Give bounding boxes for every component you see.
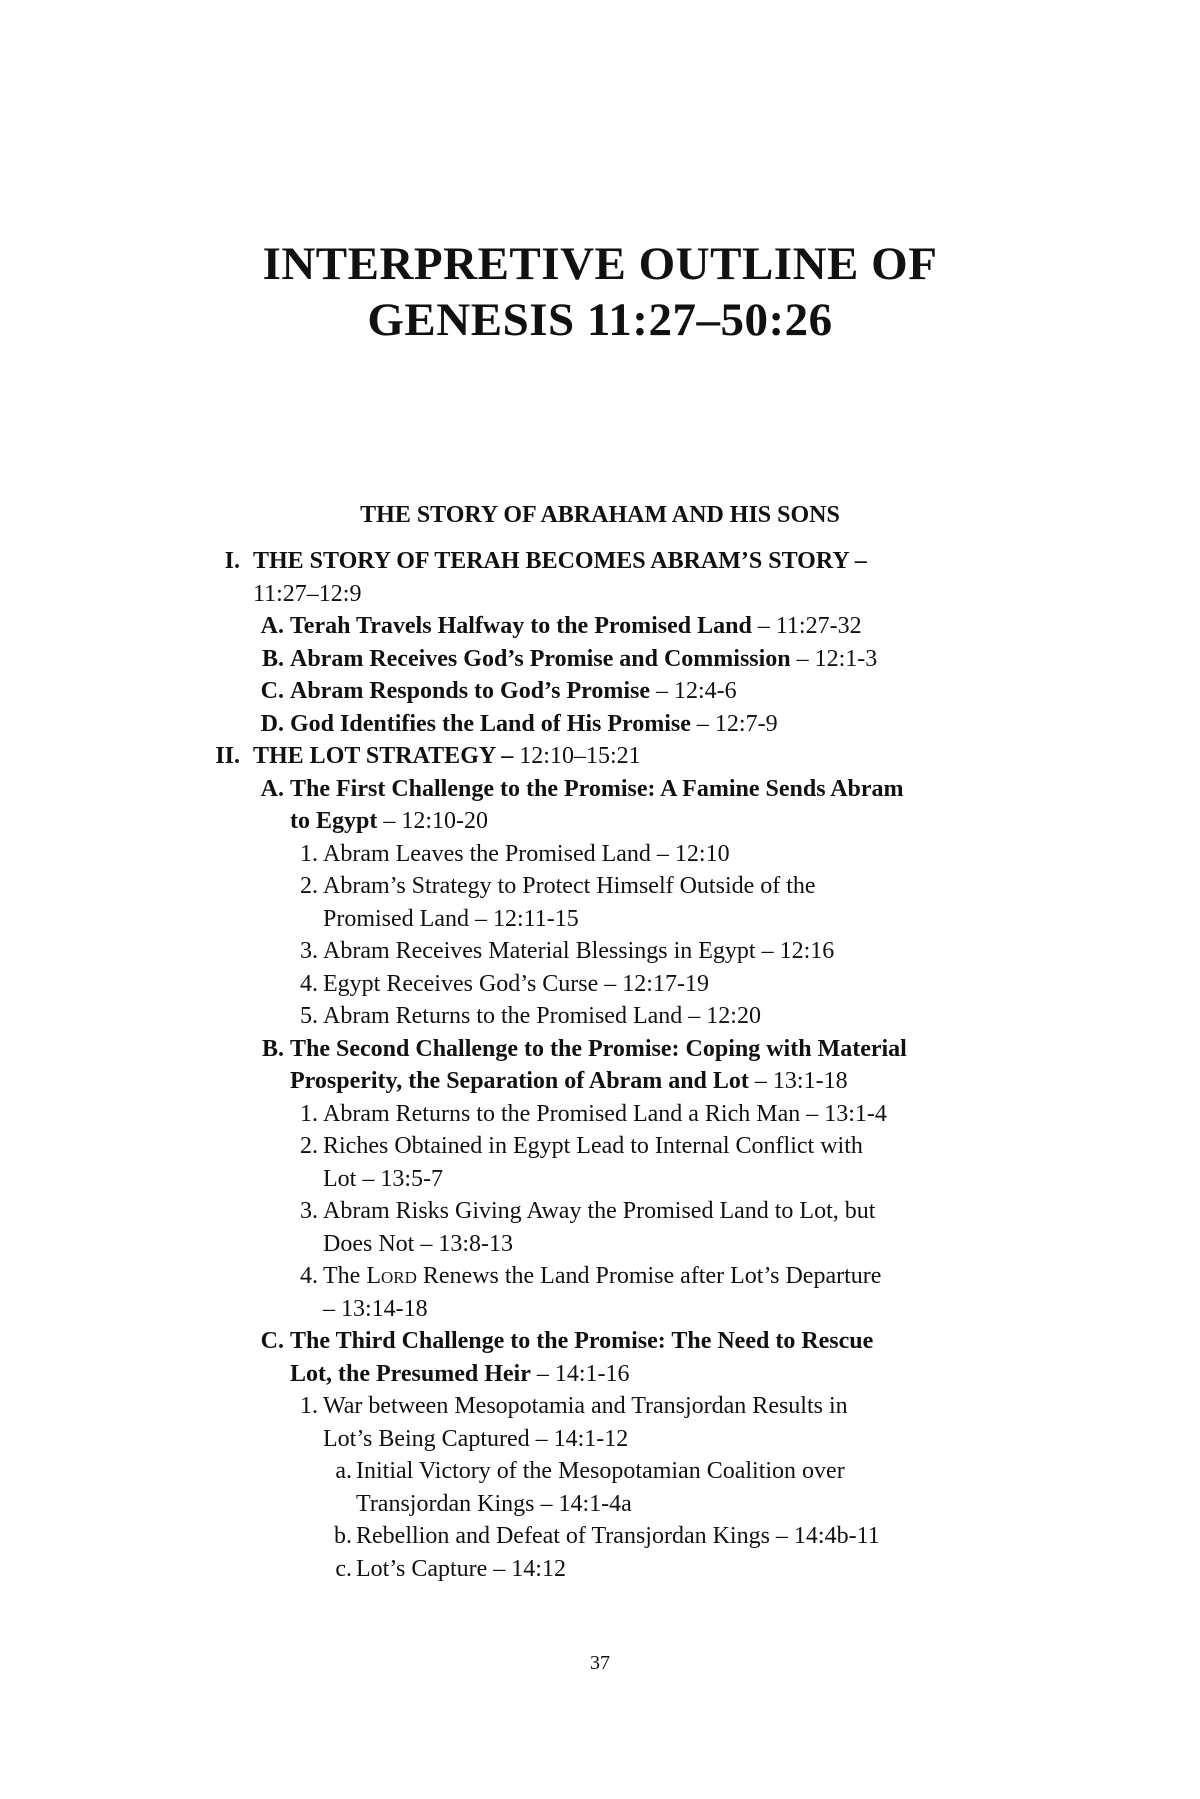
- outline-marker: 5.: [300, 1003, 318, 1029]
- outline-heading-text: The Third Challenge to the Promise: The Need to Rescue: [290, 1328, 874, 1354]
- outline-heading-text: THE STORY OF TERAH BECOMES ABRAM’S STORY –: [253, 548, 867, 574]
- outline-text: Does Not – 13:8-13: [323, 1230, 513, 1257]
- page-title-line-1: INTERPRETIVE OUTLINE OF: [262, 238, 938, 290]
- section-heading: THE STORY OF ABRAHAM AND HIS SONS: [360, 502, 840, 528]
- outline-marker: C.: [260, 678, 284, 704]
- outline-reference: 12:10–15:21: [513, 743, 641, 769]
- outline-marker: 4.: [300, 1263, 318, 1289]
- outline-item-level-3: [0, 838, 1200, 871]
- outline-item-level-4: [0, 1455, 1200, 1488]
- outline-text: Rebellion and Defeat of Transjordan Kings – 14:4b-11: [356, 1523, 880, 1549]
- outline-reference: – 13:1-18: [748, 1068, 848, 1094]
- outline-text: The: [323, 1263, 367, 1289]
- outline-reference: – 14:1-16: [530, 1360, 630, 1387]
- outline-text: Abram Leaves the Promised Land – 12:10: [323, 840, 730, 867]
- outline-heading-text: THE LOT STRATEGY –: [253, 743, 514, 769]
- outline-reference: – 12:10-20: [377, 808, 489, 834]
- outline-item-level-2: [0, 675, 1200, 708]
- page-number: 37: [590, 1652, 610, 1674]
- outline-text: Riches Obtained in Egypt Lead to Internal Conflict with: [323, 1133, 863, 1159]
- outline-reference: 11:27–12:9: [253, 580, 362, 607]
- outline-item-level-2: [0, 708, 1200, 741]
- page-title-line-2: GENESIS 11:27–50:26: [367, 294, 833, 346]
- outline-item-level-2: [0, 1358, 1200, 1391]
- outline-reference: – 12:7-9: [690, 710, 778, 737]
- outline-item-level-2: [0, 643, 1200, 676]
- outline-marker: 2.: [300, 873, 318, 899]
- outline-item-level-3: [0, 1260, 1200, 1293]
- outline-marker: a.: [335, 1458, 352, 1484]
- outline-item-level-3: [0, 1195, 1200, 1228]
- outline-heading-text: The First Challenge to the Promise: A Famine Sends Abram: [290, 775, 904, 802]
- outline-marker: B.: [261, 1035, 284, 1062]
- outline-item-level-3: [0, 1390, 1200, 1423]
- outline-item-level-4: [0, 1488, 1200, 1521]
- outline-text: War between Mesopotamia and Transjordan Results in: [323, 1393, 848, 1419]
- outline-reference: – 12:1-3: [790, 645, 878, 672]
- outline-marker: II.: [215, 743, 240, 769]
- outline-text: Initial Victory of the Mesopotamian Coalition over: [356, 1458, 845, 1484]
- outline-heading-text: to Egypt: [290, 808, 378, 834]
- outline-item-level-1: [0, 578, 1200, 611]
- outline-text: Promised Land – 12:11-15: [323, 905, 579, 932]
- outline-item-level-3: [0, 968, 1200, 1001]
- outline-item-level-3: [0, 1000, 1200, 1033]
- outline-marker: 2.: [300, 1133, 318, 1159]
- outline-heading-text: Lot, the Presumed Heir: [290, 1360, 531, 1387]
- outline-text: Abram Returns to the Promised Land – 12:20: [323, 1003, 761, 1029]
- outline-heading-text: The Second Challenge to the Promise: Coping with Material: [290, 1035, 907, 1062]
- outline-marker: A.: [260, 613, 284, 639]
- outline-marker: D.: [260, 710, 284, 737]
- outline-item-level-2: [0, 1065, 1200, 1098]
- outline-item-level-3: [0, 1228, 1200, 1261]
- outline-text: Lot – 13:5-7: [323, 1165, 443, 1192]
- outline-reference: – 11:27-32: [751, 613, 862, 639]
- outline-item-level-2: [0, 773, 1200, 806]
- outline-text: Lot’s Capture – 14:12: [356, 1555, 566, 1582]
- outline-heading-text: Terah Travels Halfway to the Promised Land: [290, 613, 752, 639]
- outline-text: Abram’s Strategy to Protect Himself Outside of the: [323, 873, 816, 899]
- outline-item-level-4: [0, 1553, 1200, 1586]
- outline-item-level-2: [0, 805, 1200, 838]
- outline-item-level-2: [0, 1033, 1200, 1066]
- outline-heading-text: Abram Receives God’s Promise and Commission: [290, 645, 791, 672]
- outline-item-level-1: [0, 740, 1200, 773]
- outline-item-level-3: [0, 935, 1200, 968]
- outline-item-level-3: [0, 1293, 1200, 1326]
- outline-item-level-3: [0, 870, 1200, 903]
- outline-marker: 1.: [300, 1393, 318, 1419]
- outline-item-level-3: [0, 1130, 1200, 1163]
- outline-item-level-2: [0, 1325, 1200, 1358]
- outline-text: Transjordan Kings – 14:1-4a: [356, 1490, 632, 1517]
- outline-text: Abram Returns to the Promised Land a Rich Man – 13:1-4: [323, 1100, 887, 1127]
- outline-item-level-3: [0, 1423, 1200, 1456]
- outline-text: – 13:14-18: [323, 1295, 428, 1322]
- outline-text: Egypt Receives God’s Curse – 12:17-19: [323, 970, 709, 997]
- outline-marker: 1.: [300, 840, 318, 867]
- outline-item-level-3: [0, 903, 1200, 936]
- page-title: [0, 236, 1200, 348]
- outline-item-level-2: [0, 610, 1200, 643]
- outline-item-level-3: [0, 1098, 1200, 1131]
- outline-marker: b.: [334, 1523, 352, 1549]
- outline-small-caps: Lord: [366, 1263, 417, 1289]
- outline-text: Renews the Land Promise after Lot’s Departure: [416, 1263, 882, 1289]
- outline-marker: 4.: [300, 970, 318, 997]
- outline-item-level-3: [0, 1163, 1200, 1196]
- outline-reference: – 12:4-6: [650, 678, 737, 704]
- outline-item-level-4: [0, 1520, 1200, 1553]
- outline-heading-text: Abram Responds to God’s Promise: [290, 678, 651, 704]
- outline-heading-text: Prosperity, the Separation of Abram and Lot: [290, 1068, 749, 1094]
- outline-marker: 3.: [300, 938, 318, 964]
- outline-text: Abram Risks Giving Away the Promised Land to Lot, but: [323, 1198, 876, 1224]
- outline-marker: I.: [224, 548, 240, 574]
- outline-heading-text: God Identifies the Land of His Promise: [290, 710, 691, 737]
- outline-marker: 1.: [300, 1100, 318, 1127]
- outline-item-level-1: [0, 545, 1200, 578]
- outline-list: [0, 545, 1200, 1585]
- outline-marker: C.: [260, 1328, 284, 1354]
- outline-marker: B.: [261, 645, 284, 672]
- outline-marker: A.: [260, 775, 284, 802]
- outline-marker: c.: [335, 1555, 352, 1582]
- outline-text: Lot’s Being Captured – 14:1-12: [323, 1425, 629, 1452]
- outline-text: Abram Receives Material Blessings in Egypt – 12:16: [323, 938, 835, 964]
- outline-marker: 3.: [300, 1198, 318, 1224]
